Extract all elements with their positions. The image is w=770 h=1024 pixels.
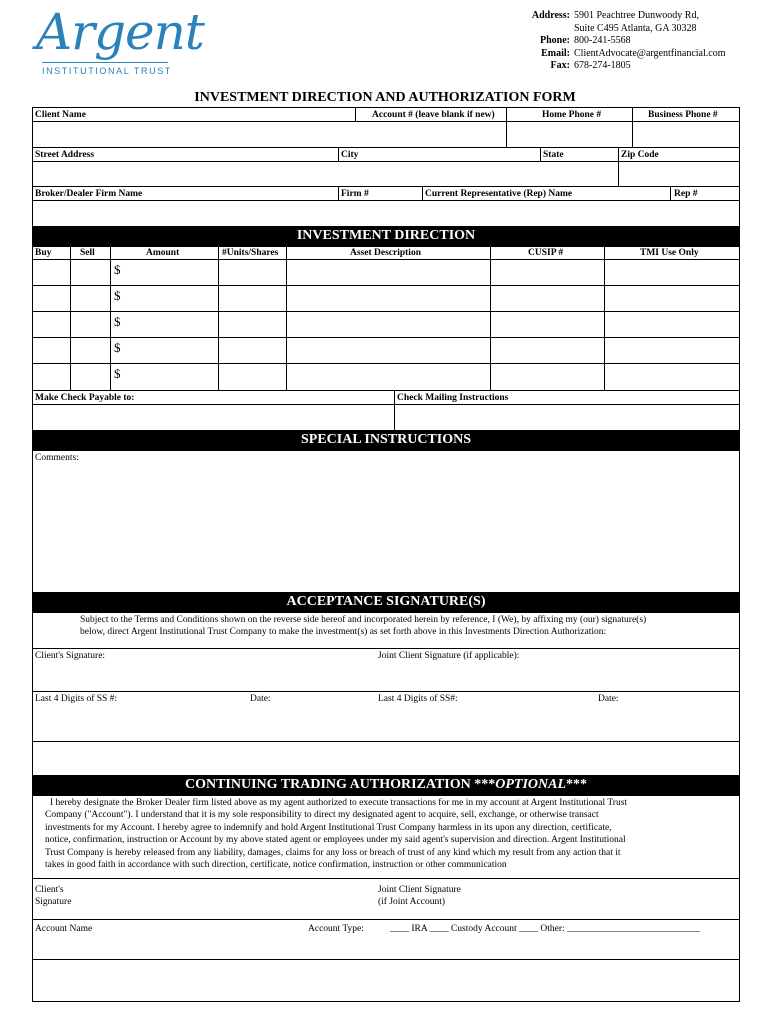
acceptance-text-line1: Subject to the Terms and Conditions shown on the reverse side hereof and incorporated herein by reference, I (We), by affixing my (our) signature(s) — [80, 615, 647, 625]
form-title: INVESTMENT DIRECTION AND AUTHORIZATION FORM — [194, 90, 576, 105]
investment-direction-heading: INVESTMENT DIRECTION — [32, 226, 740, 246]
rep-name-label: Current Representative (Rep) Name — [425, 189, 573, 199]
client-signature-label-1: Client's — [35, 885, 64, 895]
home-phone-label: Home Phone # — [542, 110, 602, 120]
amount-dollar-1: $ — [114, 262, 121, 277]
city-label: City — [341, 150, 359, 160]
joint-signature-label-1: Joint Client Signature — [378, 885, 461, 895]
phone-value: 800-241-5568 — [574, 35, 631, 46]
amount-dollar-2: $ — [114, 288, 121, 303]
acceptance-signatures-heading: ACCEPTANCE SIGNATURE(S) — [32, 592, 740, 612]
client-signature-label-2: Signature — [35, 897, 72, 907]
logo-subtitle: INSTITUTIONAL TRUST — [42, 66, 172, 76]
street-address-label: Street Address — [35, 150, 95, 160]
joint-signature-label: Joint Client Signature (if applicable): — [378, 651, 520, 661]
amount-dollar-3: $ — [114, 314, 121, 329]
col-units: #Units/Shares — [222, 248, 279, 258]
col-sell: Sell — [80, 248, 95, 258]
col-asset-description: Asset Description — [350, 248, 421, 258]
comments-label: Comments: — [35, 453, 79, 463]
rep-number-label: Rep # — [674, 189, 698, 199]
zip-code-label: Zip Code — [621, 150, 659, 160]
acceptance-text-line2: below, direct Argent Institutional Trust Company to make the investment(s) as set forth above in this Investments Direction Authorization: — [80, 627, 607, 637]
fax-label: Fax: — [550, 60, 570, 71]
date-label-client: Date: — [250, 694, 271, 704]
address-line1: 5901 Peachtree Dunwoody Rd, — [574, 10, 699, 21]
amount-dollar-5: $ — [114, 366, 121, 381]
client-name-label: Client Name — [35, 110, 86, 120]
joint-signature-label-2: (if Joint Account) — [378, 897, 446, 907]
special-instructions-heading: SPECIAL INSTRUCTIONS — [32, 430, 740, 450]
business-phone-label: Business Phone # — [648, 110, 718, 120]
account-number-label: Account # (leave blank if new) — [372, 110, 495, 120]
email-value[interactable]: ClientAdvocate@argentfinancial.com — [574, 47, 726, 59]
argent-logo — [30, 2, 204, 90]
authorization-line-2: Company ("Account"). I understand that it is my sole responsibility to direct my designated agent to acquire, sell, exchange, or otherwise transact — [45, 810, 599, 820]
continuing-heading-main: CONTINUING TRADING AUTHORIZATION *** — [184, 777, 496, 792]
address-label: Address: — [531, 10, 570, 21]
col-tmi-use-only: TMI Use Only — [640, 248, 699, 258]
authorization-line-1: I hereby designate the Broker Dealer firm listed above as my agent authorized to execute transactions for me in my account at Argent Institutional Trust — [50, 798, 628, 808]
ssn-last4-label-client: Last 4 Digits of SS #: — [35, 694, 118, 704]
amount-dollar-4: $ — [114, 340, 121, 355]
account-type-label: Account Type: — [308, 924, 364, 934]
col-cusip: CUSIP # — [528, 248, 564, 258]
state-label: State — [543, 150, 564, 160]
comments-box[interactable] — [32, 450, 740, 593]
firm-number-label: Firm # — [341, 189, 369, 199]
fax-value: 678-274-1805 — [574, 60, 631, 71]
date-label-joint: Date: — [598, 694, 619, 704]
continuing-authorization-heading — [32, 775, 740, 795]
account-name-label: Account Name — [35, 924, 93, 934]
ssn-last4-label-joint: Last 4 Digits of SS#: — [378, 694, 458, 704]
authorization-line-5: Trust Company is hereby released from any liability, damages, claims for any loss or breach of trust of any kind which my result from any action that it — [45, 848, 621, 858]
check-mailing-label: Check Mailing Instructions — [397, 393, 509, 403]
col-buy: Buy — [35, 248, 52, 258]
logo-wordmark: Argent — [36, 3, 204, 61]
address-line2: Suite C495 Atlanta, GA 30328 — [574, 22, 697, 34]
continuing-heading-optional: OPTIONAL — [495, 777, 567, 792]
logo-rule — [42, 62, 168, 63]
authorization-line-3: investments for my Account. I hereby agree to indemnify and hold Argent Institutional Trust Company harmless in its upon any direction, certificate, — [45, 823, 612, 833]
broker-firm-label: Broker/Dealer Firm Name — [35, 189, 143, 199]
make-check-payable-label: Make Check Payable to: — [35, 393, 135, 403]
client-info-section — [32, 107, 740, 227]
authorization-line-4: notice, confirmation, instruction or Account by my above stated agent or employees under my said agent's supervision and direction. Argent Institutional — [45, 835, 626, 845]
account-type-options[interactable]: ____ IRA ____ Custody Account ____ Other: ____________________________ — [390, 924, 701, 934]
client-signature-label: Client's Signature: — [35, 651, 106, 661]
email-label: Email: — [541, 47, 570, 59]
contact-block — [528, 10, 725, 73]
authorization-line-6: takes in good faith in accordance with such direction, certificate, notice confirmation, instruction or other communication — [45, 860, 507, 870]
phone-label: Phone: — [540, 35, 570, 46]
continuing-heading-end: *** — [566, 777, 588, 792]
col-amount: Amount — [146, 248, 180, 258]
